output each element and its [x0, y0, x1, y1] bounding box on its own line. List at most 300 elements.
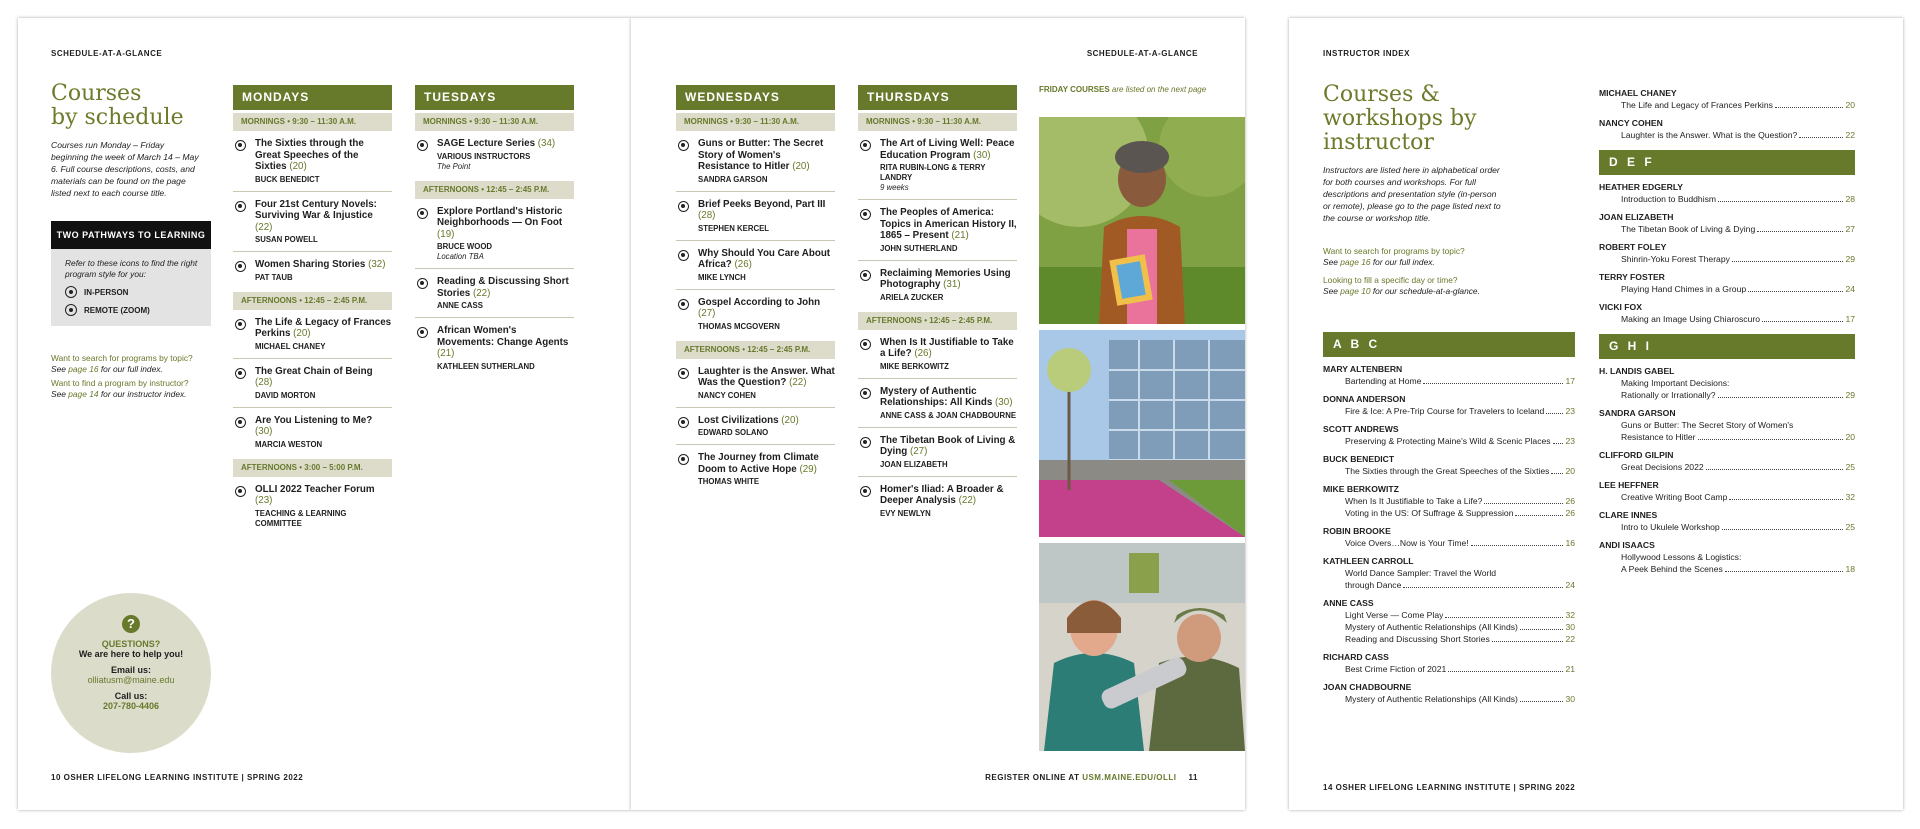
search-tips: Want to search for programs by topic? See page 16 for our full index. Want to find a program by instructor? See page 14 for our instructor index. [51, 353, 193, 399]
dot-leader [1445, 617, 1563, 618]
index-course-row[interactable] [1599, 521, 1855, 533]
course-item[interactable] [233, 477, 392, 535]
dot-leader [1553, 443, 1564, 444]
index-course-row[interactable] [1599, 99, 1855, 111]
course-item[interactable] [858, 379, 1017, 428]
format-icon [860, 388, 871, 399]
index-course-title: Introduction to Buddhism [1621, 194, 1717, 204]
index-page-number: 16 [1565, 538, 1575, 548]
index-course-title: When Is It Justifiable to Take a Life? [1345, 496, 1483, 506]
format-icon [235, 417, 246, 428]
dot-leader [1718, 397, 1844, 398]
instructor-name: JOAN CHADBOURNE [1323, 682, 1412, 692]
instructor-entry [1599, 509, 1855, 533]
course-page-ref: (21) [951, 230, 969, 241]
course-page-ref: (29) [799, 463, 817, 475]
index-course-row[interactable] [1599, 129, 1855, 141]
index-course-row[interactable] [1599, 223, 1855, 235]
dot-leader [1423, 383, 1563, 384]
course-title: OLLI 2022 Teacher Forum (23) [255, 483, 375, 506]
dot-leader [1799, 137, 1843, 138]
course-title: The Tibetan Book of Living & Dying (27) [880, 434, 1016, 457]
course-page-ref: (19) [437, 228, 455, 240]
legend-inperson: IN-PERSON [65, 286, 201, 298]
course-item[interactable] [676, 290, 835, 338]
course-title: The Art of Living Well: Peace Education Program (30) [880, 138, 1015, 161]
instructor-entry [1323, 393, 1575, 417]
friday-note: FRIDAY COURSES are listed on the next page [1039, 85, 1207, 94]
course-instructor: NANCY COHEN [698, 390, 756, 400]
index-course-row[interactable] [1323, 375, 1575, 387]
format-icon [860, 486, 871, 497]
time-slot-header: AFTERNOONS • 12:45 – 2:45 P.M. [676, 341, 835, 359]
course-item[interactable] [233, 310, 392, 359]
instructor-name: RICHARD CASS [1323, 652, 1389, 662]
index-page-number: 22 [1565, 634, 1575, 644]
index-page-number: 22 [1845, 130, 1855, 140]
course-instructor: BUCK BENEDICT [255, 174, 320, 184]
format-icon [417, 278, 428, 289]
instructor-name: SCOTT ANDREWS [1323, 424, 1399, 434]
index-course-row[interactable] [1323, 579, 1575, 591]
course-item[interactable] [676, 241, 835, 290]
index-abc-heading: A B C [1323, 332, 1575, 357]
dot-leader [1732, 261, 1844, 262]
course-title: Laughter is the Answer. What Was the Question? (22) [698, 365, 835, 388]
dot-leader [1403, 587, 1563, 588]
page-16-link[interactable]: page 16 [68, 364, 99, 374]
course-list [676, 131, 835, 338]
index-page-number: 26 [1565, 496, 1575, 506]
instructor-name: CLIFFORD GILPIN [1599, 450, 1674, 460]
course-instructor: EDWARD SOLANO [698, 428, 769, 437]
intro-text: Instructors are listed here in alphabetical order for both courses and workshops. For full descriptions and presentation style (in-person or remote), please go to the page listed next to the course or workshop title. [1323, 165, 1501, 223]
pathways-text: Refer to these icons to find the right program style for you: [65, 258, 198, 279]
index-page-number: 20 [1565, 466, 1575, 476]
format-icon [235, 140, 246, 151]
course-item[interactable] [233, 252, 392, 289]
time-slot-header: MORNINGS • 9:30 – 11:30 A.M. [415, 113, 574, 131]
index-course-row[interactable] [1323, 663, 1575, 675]
index-course-row[interactable] [1599, 563, 1855, 575]
course-item[interactable] [676, 359, 835, 408]
index-page-number: 23 [1565, 406, 1575, 416]
course-title: Women Sharing Stories (32) [255, 259, 386, 270]
instructor-entry [1323, 651, 1575, 675]
course-instructor: JOHN SUTHERLAND [880, 243, 958, 253]
format-icon [678, 299, 689, 310]
course-page-ref: (20) [289, 161, 307, 172]
format-icon [235, 201, 246, 212]
index-course-title: Best Crime Fiction of 2021 [1345, 664, 1447, 674]
course-instructor: ANNE CASS & JOAN CHADBOURNE [880, 410, 1017, 420]
index-course-row[interactable] [1323, 609, 1575, 621]
instructor-name: TERRY FOSTER [1599, 272, 1665, 282]
format-icon [235, 261, 246, 272]
index-page-number: 23 [1565, 436, 1575, 446]
course-list [233, 477, 392, 535]
index-course-title: through Dance [1345, 580, 1402, 590]
course-title: When Is It Justifiable to Take a Life? (26) [880, 336, 1014, 359]
index-course-title: Bartending at Home [1345, 376, 1422, 386]
page-title: Courses by schedule [51, 81, 184, 130]
format-icon [678, 454, 689, 465]
index-course-row[interactable] [1599, 253, 1855, 265]
index-page-number: 25 [1845, 462, 1855, 472]
index-course-row[interactable] [1599, 389, 1855, 401]
index-course-row[interactable] [1323, 405, 1575, 417]
time-slot-header: MORNINGS • 9:30 – 11:30 A.M. [676, 113, 835, 131]
course-page-ref: (31) [943, 279, 961, 290]
course-item[interactable] [415, 199, 574, 270]
course-item[interactable] [676, 192, 835, 241]
course-page-ref: (20) [792, 161, 810, 172]
dot-leader [1722, 529, 1844, 530]
running-head: SCHEDULE-AT-A-GLANCE [51, 49, 163, 58]
time-slot-header: MORNINGS • 9:30 – 11:30 A.M. [858, 113, 1017, 131]
index-course-row[interactable] [1599, 193, 1855, 205]
index-page-number: 20 [1845, 432, 1855, 442]
dot-leader [1484, 503, 1563, 504]
course-page-ref: (32) [368, 259, 386, 270]
index-course-row[interactable] [1323, 495, 1575, 507]
instructor-name: MARY ALTENBERN [1323, 364, 1403, 374]
course-title: Reading & Discussing Short Stories (22) [437, 276, 569, 299]
page-16-link[interactable]: page 16 [1340, 257, 1371, 267]
dot-leader [1546, 413, 1563, 414]
course-instructor: THOMAS MCGOVERN [698, 321, 780, 331]
format-icon [860, 339, 871, 350]
instructor-name: MICHAEL CHANEY [1599, 88, 1677, 98]
course-instructor: BRUCE WOOD [437, 242, 493, 251]
index-course-title: Creative Writing Boot Camp [1621, 492, 1728, 502]
course-item[interactable] [415, 269, 574, 318]
course-page-ref: (34) [537, 138, 556, 149]
time-slot-header: AFTERNOONS • 12:45 – 2:45 P.M. [415, 181, 574, 199]
course-page-ref: (21) [437, 348, 455, 359]
course-page-ref: (22) [789, 377, 807, 388]
photo-people-laughing [1039, 543, 1245, 751]
course-instructor: MIKE BERKOWITZ [880, 361, 949, 371]
index-course-row[interactable] [1599, 461, 1855, 473]
index-course-title: Laughter is the Answer. What is the Question? [1621, 130, 1798, 140]
instructor-entry [1599, 181, 1855, 205]
instructor-entry [1599, 301, 1855, 325]
index-course-title: Playing Hand Chimes in a Group [1621, 284, 1747, 294]
instructor-name: KATHLEEN CARROLL [1323, 556, 1414, 566]
instructor-name: LEE HEFFNER [1599, 480, 1659, 490]
page-10 [18, 18, 631, 810]
index-page-number: 27 [1845, 224, 1855, 234]
dot-leader [1762, 321, 1843, 322]
course-title: Brief Peeks Beyond, Part III (28) [698, 198, 826, 221]
index-course-title: The Life and Legacy of Frances Perkins [1621, 100, 1773, 110]
format-icon [235, 319, 246, 330]
course-instructor: SUSAN POWELL [255, 235, 318, 244]
index-page-number: 28 [1845, 194, 1855, 204]
index-page-number: 30 [1565, 622, 1575, 632]
index-course-title: A Peek Behind the Scenes [1621, 564, 1723, 574]
course-title: The Journey from Climate Doom to Active Hope (29) [698, 452, 819, 475]
format-icon [678, 140, 689, 151]
course-title: Gospel According to John (27) [698, 296, 821, 319]
course-item[interactable] [858, 261, 1017, 309]
index-page-number: 29 [1845, 390, 1855, 400]
course-note: The Point [437, 161, 471, 171]
dot-leader [1492, 641, 1564, 642]
course-instructor: EVY NEWLYN [880, 508, 931, 518]
dot-leader [1775, 107, 1844, 108]
dot-leader [1718, 201, 1843, 202]
course-instructor: RITA RUBIN-LONG & TERRY LANDRY [880, 163, 986, 182]
index-course-title: Shinrin-Yoku Forest Therapy [1621, 254, 1730, 264]
index-course-row[interactable] [1599, 313, 1855, 325]
instructor-entry [1599, 211, 1855, 235]
course-title: Guns or Butter: The Secret Story of Women's Resistance to Hitler (20) [698, 138, 824, 172]
person-icon [65, 286, 77, 298]
index-abc-section [1323, 332, 1575, 705]
index-course-title: Intro to Ukulele Workshop [1621, 522, 1720, 532]
page-14 [1289, 18, 1903, 810]
index-course-title: Resistance to Hitler [1621, 432, 1696, 442]
course-item[interactable] [858, 131, 1017, 200]
course-list [233, 310, 392, 456]
instructor-name: DONNA ANDERSON [1323, 394, 1406, 404]
register-link[interactable]: USM.MAINE.EDU/OLLI [1082, 773, 1177, 782]
format-icon [235, 486, 246, 497]
course-title: SAGE Lecture Series (34) [437, 138, 556, 149]
course-item[interactable] [676, 408, 835, 446]
course-page-ref: (22) [958, 495, 977, 506]
course-page-ref: (27) [698, 308, 716, 319]
course-item[interactable] [233, 131, 392, 192]
format-icon [417, 208, 428, 219]
index-ghi-heading: G H I [1599, 334, 1855, 359]
dot-leader [1748, 291, 1843, 292]
instructor-entry [1599, 117, 1855, 141]
index-course-row[interactable] [1599, 491, 1855, 503]
mondays-column [233, 85, 392, 535]
course-page-ref: (20) [293, 328, 311, 339]
dot-leader [1729, 499, 1843, 500]
index-course-row[interactable] [1599, 431, 1855, 443]
dot-leader [1520, 701, 1564, 702]
photo-woman-with-book [1039, 117, 1245, 324]
course-title-lead: Guns or Butter: The Secret Story of Women's [1621, 420, 1794, 430]
instructor-name: MIKE BERKOWITZ [1323, 484, 1399, 494]
course-title: Reclaiming Memories Using Photography (31) [880, 267, 1011, 290]
page-footer: REGISTER ONLINE AT USM.MAINE.EDU/OLLI 11 [985, 773, 1198, 782]
instructor-name: H. LANDIS GABEL [1599, 366, 1675, 376]
index-page-number: 24 [1845, 284, 1855, 294]
photo-campus-building [1039, 330, 1245, 537]
course-title-lead: Hollywood Lessons & Logistics: [1621, 552, 1742, 562]
course-title: Four 21st Century Novels: Surviving War & Injustice (22) [255, 198, 377, 233]
page-11 [631, 18, 1245, 810]
tuesdays-heading: TUESDAYS [415, 85, 574, 110]
course-list [233, 131, 392, 289]
dot-leader [1551, 473, 1563, 474]
index-page-number: 20 [1845, 100, 1855, 110]
email-link[interactable]: olliatusm@maine.edu [87, 675, 175, 685]
index-course-row[interactable] [1323, 507, 1575, 519]
course-instructor: THOMAS WHITE [698, 477, 760, 486]
course-instructor: VARIOUS INSTRUCTORS [437, 151, 531, 161]
index-course-row[interactable] [1323, 633, 1575, 645]
course-page-ref: (30) [255, 426, 273, 437]
course-item[interactable] [858, 428, 1017, 477]
course-item[interactable] [858, 200, 1017, 261]
course-instructor: MICHAEL CHANEY [255, 341, 326, 351]
course-instructor: TEACHING & LEARNING COMMITTEE [255, 508, 347, 528]
index-course-title: Mystery of Authentic Relationships (All Kinds) [1345, 622, 1518, 632]
course-list [858, 330, 1017, 525]
instructor-entry [1323, 681, 1575, 705]
index-course-title: The Sixties through the Great Speeches of the Sixties [1345, 466, 1550, 476]
course-instructor: SANDRA GARSON [698, 174, 768, 184]
index-page-number: 21 [1565, 664, 1575, 674]
course-item[interactable] [415, 318, 574, 378]
running-head: INSTRUCTOR INDEX [1323, 49, 1410, 58]
instructor-entry [1599, 449, 1855, 473]
search-tips: Want to search for programs by topic? See page 16 for our full index. Looking to fill a specific day or time? See page 10 for our schedule-at-a-glance. [1323, 246, 1480, 296]
course-title: The Peoples of America: Topics in American History II, 1865 – Present (21) [880, 207, 1017, 241]
time-slot-header: AFTERNOONS • 12:45 – 2:45 P.M. [233, 292, 392, 310]
page-10-link[interactable]: page 10 [1340, 286, 1371, 296]
course-title: Explore Portland's Historic Neighborhoods — On Foot (19) [437, 205, 563, 240]
dot-leader [1471, 545, 1564, 546]
course-instructor: JOAN ELIZABETH [880, 459, 948, 469]
format-icon [417, 140, 428, 151]
index-page-number: 32 [1845, 492, 1855, 502]
dot-leader [1520, 629, 1564, 630]
instructor-entry [1323, 555, 1575, 591]
course-item[interactable] [676, 131, 835, 192]
running-head: SCHEDULE-AT-A-GLANCE [1086, 49, 1198, 58]
page-footer: 14 OSHER LIFELONG LEARNING INSTITUTE | SPRING 2022 [1323, 783, 1576, 792]
index-page-number: 29 [1845, 254, 1855, 264]
dot-leader [1706, 469, 1844, 470]
pathways-box [51, 221, 211, 326]
instructor-entry [1599, 479, 1855, 503]
index-page-number: 26 [1565, 508, 1575, 518]
instructor-entry [1323, 483, 1575, 519]
course-instructor: STEPHEN KERCEL [698, 223, 770, 233]
index-def-heading: D E F [1599, 150, 1855, 175]
index-page-number: 17 [1845, 314, 1855, 324]
instructor-name: ANDI ISAACS [1599, 540, 1655, 550]
page-footer: 10 OSHER LIFELONG LEARNING INSTITUTE | SPRING 2022 [51, 773, 304, 782]
course-item[interactable] [415, 131, 574, 178]
course-item[interactable] [858, 477, 1017, 525]
format-icon [235, 368, 246, 379]
legend-remote: REMOTE (ZOOM) [65, 304, 201, 316]
course-page-ref: (27) [909, 446, 928, 457]
course-page-ref: (26) [734, 259, 752, 270]
index-page-number: 32 [1565, 610, 1575, 620]
thursdays-heading: THURSDAYS [858, 85, 1017, 110]
thursdays-column [858, 85, 1017, 525]
index-course-title: Fire & Ice: A Pre-Trip Course for Travelers to Iceland [1345, 406, 1545, 416]
course-title: The Great Chain of Being (28) [255, 365, 373, 388]
index-course-row[interactable] [1323, 621, 1575, 633]
dot-leader [1448, 671, 1563, 672]
tuesdays-column [415, 85, 574, 378]
page-14-link[interactable]: page 14 [68, 389, 99, 399]
course-page-ref: (23) [255, 495, 273, 506]
course-list [858, 131, 1017, 309]
course-item[interactable] [858, 330, 1017, 379]
instructor-entry [1323, 525, 1575, 549]
format-icon [860, 140, 871, 151]
index-course-row[interactable] [1323, 435, 1575, 447]
index-course-title: Mystery of Authentic Relationships (All Kinds) [1345, 694, 1518, 704]
index-course-title: Great Decisions 2022 [1621, 462, 1704, 472]
instructor-name: ROBERT FOLEY [1599, 242, 1667, 252]
instructor-name: ANNE CASS [1323, 598, 1374, 608]
index-course-row[interactable] [1323, 537, 1575, 549]
course-item[interactable] [676, 445, 835, 493]
format-icon [678, 250, 689, 261]
dot-leader [1725, 571, 1844, 572]
course-title: The Life & Legacy of Frances Perkins (20) [255, 316, 392, 339]
phone-number: 207-780-4406 [102, 701, 160, 711]
instructor-name: JOAN ELIZABETH [1599, 212, 1674, 222]
format-icon [860, 270, 871, 281]
course-item[interactable] [233, 359, 392, 408]
course-page-ref: (22) [472, 287, 491, 299]
instructor-entry [1323, 453, 1575, 477]
course-instructor: MARCIA WESTON [255, 439, 323, 449]
index-course-row[interactable] [1323, 465, 1575, 477]
course-instructor: ANNE CASS [437, 301, 483, 310]
course-title: African Women's Movements: Change Agents (21) [437, 325, 569, 359]
course-title: The Sixties through the Great Speeches of the Sixties (20) [255, 138, 364, 172]
dot-leader [1757, 231, 1843, 232]
index-course-row[interactable] [1599, 283, 1855, 295]
course-instructor: ARIELA ZUCKER [880, 292, 944, 302]
intro-text: Courses run Monday – Friday beginning the week of March 14 – May 6. Full course descriptions, costs, and materials can be found on the page listed next to each course title. [51, 140, 199, 198]
course-title: Mystery of Authentic Relationships: All Kinds (30) [880, 385, 1013, 408]
course-list [415, 199, 574, 378]
mondays-heading: MONDAYS [233, 85, 392, 110]
course-page-ref: (20) [781, 414, 799, 426]
course-item[interactable] [233, 192, 392, 253]
index-page-number: 25 [1845, 522, 1855, 532]
index-course-title: Reading and Discussing Short Stories [1345, 634, 1490, 644]
index-course-title: Light Verse — Come Play [1345, 610, 1444, 620]
format-icon [678, 201, 689, 212]
index-course-title: The Tibetan Book of Living & Dying [1621, 224, 1756, 234]
course-note: 9 weeks [880, 183, 909, 192]
instructor-name: ROBIN BROOKE [1323, 526, 1391, 536]
index-course-title: Making an Image Using Chiaroscuro [1621, 314, 1760, 324]
instructor-entry [1323, 597, 1575, 645]
course-instructor: DAVID MORTON [255, 390, 316, 400]
course-title-lead: World Dance Sampler: Travel the World [1345, 568, 1497, 578]
index-column-2 [1599, 87, 1855, 575]
course-title: Lost Civilizations (20) [698, 414, 799, 426]
instructor-name: VICKI FOX [1599, 302, 1642, 312]
course-item[interactable] [233, 408, 392, 456]
instructor-entry [1599, 87, 1855, 111]
course-note: Location TBA [437, 252, 484, 261]
instructor-name: CLARE INNES [1599, 510, 1658, 520]
instructor-name: SANDRA GARSON [1599, 408, 1676, 418]
wednesdays-heading: WEDNESDAYS [676, 85, 835, 110]
index-course-row[interactable] [1323, 693, 1575, 705]
format-icon [678, 417, 689, 428]
